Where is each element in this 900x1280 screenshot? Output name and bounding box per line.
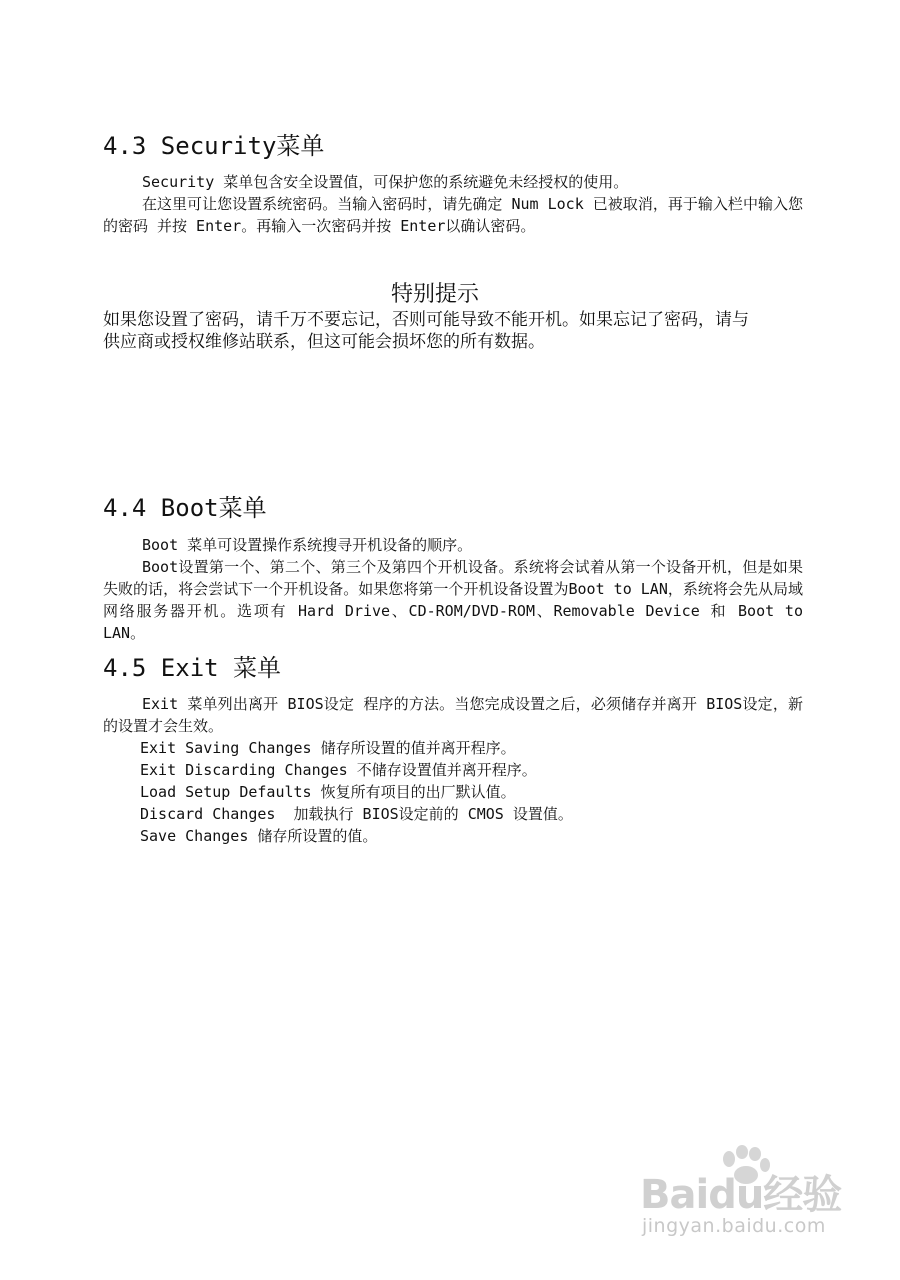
watermark-url: jingyan.baidu.com [642,1215,826,1237]
watermark-logo: Baidu经验 [640,1172,842,1218]
exit-option-load-defaults: Load Setup Defaults 恢复所有项目的出厂默认值。 [140,783,516,801]
section-4-5-intro: Exit 菜单列出离开 BIOS设定 程序的方法。当您完成设置之后，必须储存并离开 BIOS设定，新的设置才会生效。 [103,695,803,735]
section-4-4-boot-paragraph: Boot设置第一个、第二个、第三个及第四个开机设备。系统将会试着从第一个设备开机，但是如果失败的话，将会尝试下一个开机设备。如果您将第一个开机设备设置为Boot to LAN，系统将会先从局域网络服务器开机。选项有 Hard Drive、CD-ROM/DVD-ROM、Removable Device 和 Boot to LAN。 [103,558,803,642]
notice-body: 如果您设置了密码，请千万不要忘记，否则可能导致不能开机。如果忘记了密码，请与供应商或授权维修站联系，但这可能会损坏您的所有数据。 [103,310,749,352]
exit-option-exit-discarding: Exit Discarding Changes 不储存设置值并离开程序。 [140,761,537,779]
exit-option-save-changes: Save Changes 储存所设置的值。 [140,827,378,845]
exit-option-discard-changes: Discard Changes 加载执行 BIOS设定前的 CMOS 设置值。 [140,805,573,823]
section-4-3-heading: 4.3 Security菜单 [103,132,325,160]
section-4-5-heading: 4.5 Exit 菜单 [103,654,282,682]
section-4-4-intro: Boot 菜单可设置操作系统搜寻开机设备的顺序。 [142,536,473,554]
exit-option-exit-saving: Exit Saving Changes 储存所设置的值并离开程序。 [140,739,516,757]
section-4-3-intro: Security 菜单包含安全设置值，可保护您的系统避免未经授权的使用。 [142,173,629,191]
baidu-jingyan-watermark [640,1145,860,1255]
notice-title: 特别提示 [390,282,479,307]
section-4-4-heading: 4.4 Boot菜单 [103,494,267,522]
section-4-3-password-paragraph: 在这里可让您设置系统密码。当输入密码时，请先确定 Num Lock 已被取消，再于输入栏中输入您的密码 并按 Enter。再输入一次密码并按 Enter以确认密码。 [103,195,803,235]
